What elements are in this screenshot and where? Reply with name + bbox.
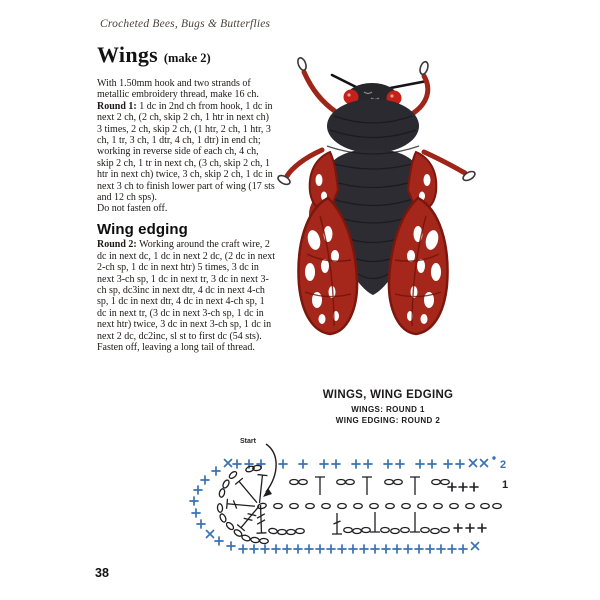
stitch-round2-dc-blue-plus [316,545,324,553]
stitch-round2-dc-blue-plus [382,545,390,553]
round1-number-label: 1 [502,479,509,491]
stitch-htr-upper [315,477,325,495]
stitch-tr-lower [332,513,342,534]
stitch-chain-oval [299,480,308,485]
stitch-round2-dc-blue-plus [393,545,401,553]
stitch-round2-dc-blue-plus [194,486,202,494]
stitch-round2-dc-blue-plus [360,545,368,553]
stitch-chain-oval [401,528,410,533]
round1-label: Round 1: [97,100,137,112]
stitch-round2-dc-blue-plus [352,460,360,468]
stitch-chain-oval [278,530,287,535]
stitch-round2-dc-blue-plus [332,460,340,468]
stitch-round2-dc-blue-plus [426,545,434,553]
stitch-chain-oval [219,513,227,523]
stitch-chain-oval [346,480,355,485]
stitch-fan-htr [235,478,261,506]
stitch-chain-oval [338,504,347,509]
wing-edging-heading: Wing edging [97,220,188,238]
diagram-caption-round2: WING EDGING: ROUND 2 [335,415,441,425]
stitch-round2-dc-blue-plus [428,460,436,468]
stitch-round2-increase-blue-cross [225,460,232,467]
stitch-chain-oval [391,529,400,534]
stitch-round2-dc-blue-plus [415,545,423,553]
stitch-round2-dc-blue-plus [279,460,287,468]
stitch-chain-oval [217,503,223,512]
stitch-chain-oval [370,504,379,509]
stitch-round2-dc-blue-plus [283,545,291,553]
stitch-chain-oval [241,534,251,542]
stitch-htr-upper [362,477,372,495]
round2-paragraph [97,239,275,342]
stitch-chain-oval [385,480,394,485]
stitch-chain-oval [481,504,490,509]
stitch-chain-oval [322,504,331,509]
diagram-caption-title: WINGS, WING EDGING [322,389,454,401]
wings-heading-suffix: (make 2) [163,51,211,65]
stitch-round2-dc-blue-plus [192,509,200,517]
stitch-chain-oval [450,504,459,509]
stitch-round1-dc-black-plus [478,524,486,532]
stitch-round1-dc-black-plus [466,524,474,532]
stitch-chain-oval [466,504,475,509]
stitch-round1-dc-black-plus [459,483,467,491]
round2-label: Round 2: [97,239,137,251]
stitch-chain-oval [337,480,346,485]
stitch-round2-dc-blue-plus [416,460,424,468]
stitch-round2-dc-blue-plus [459,545,467,553]
stitch-chain-oval [228,470,238,479]
stitch-round2-dc-blue-plus [272,545,280,553]
stitch-round2-dc-blue-plus [294,545,302,553]
stitch-round2-dc-blue-plus [212,467,220,475]
wire-loop [296,57,308,72]
stitch-chain-oval [225,521,235,531]
stitch-round2-dc-blue-plus [327,545,335,553]
stitch-chain-oval [353,529,362,534]
round1-paragraph [97,101,275,204]
stitch-chain-oval [290,480,299,485]
stitch-chain-oval [306,504,315,509]
stitch-chain-oval [344,528,353,533]
page-number: 38 [95,566,109,580]
wings-heading [97,42,211,68]
stitch-round2-dc-blue-plus [444,460,452,468]
stitch-round1-dc-black-plus [454,524,462,532]
stitch-htr-upper [410,477,420,495]
stitch-fan-htr [255,475,268,504]
stitch-round2-dc-blue-plus [233,460,241,468]
thorax [327,99,419,153]
stitch-round2-dc-blue-plus [364,460,372,468]
stitch-round2-dc-blue-plus [305,545,313,553]
stitch-round2-dc-blue-plus [371,545,379,553]
stitch-slip-stitch-dot [492,456,495,459]
stitch-round2-dc-blue-plus [320,460,328,468]
stitch-symbols [190,456,501,553]
stitch-chain-oval [250,537,259,543]
stitch-fan-tr [227,499,256,511]
stitch-round2-dc-blue-plus [404,545,412,553]
stitch-round2-dc-blue-plus [250,545,258,553]
stitch-chain-oval [402,504,411,509]
stitch-chain-oval [441,480,450,485]
stitch-round2-dc-blue-plus [349,545,357,553]
round2-number-label: 2 [500,459,507,471]
stitch-chain-oval [296,529,305,534]
stitch-round2-increase-blue-cross [207,531,214,538]
stitch-chain-oval [381,528,390,533]
stitch-round2-dc-blue-plus [384,460,392,468]
stitch-chain-oval [441,528,450,533]
pattern-text-column [97,78,275,353]
stitch-round2-increase-blue-cross [472,543,479,550]
round2-text: Working around the craft wire, 2 dc in next dc, 1 dc in next 2 dc, (2 dc in next 2-ch sp, 1 dc in next htr) 5 times, 3 dc in next 3-ch sp, 1 dc in next tr, 3 dc in next 3-ch sp, dc3inc in next dtr, 4 dc in next 4-ch sp, 1 dc in next dtr, 4 dc in next 4-ch sp, 1 dc in next tr, (3 dc in next 3-ch sp, 1 dc in next htr) twice, 3 dc in next 3-ch sp, 1 dc in next 2 dc, dc2inc, sl st to first dc (54 sts). [97,239,276,342]
stitch-chain-oval [268,528,277,534]
stitch-round2-dc-blue-plus [299,460,307,468]
stitch-round2-dc-blue-plus [201,476,209,484]
diagram-caption [270,389,506,426]
stitch-round1-dc-black-plus [470,483,478,491]
leg-front-left [304,72,336,112]
stitch-round2-dc-blue-plus [396,460,404,468]
stitch-round2-dc-blue-plus [239,545,247,553]
stitch-chain-oval [362,528,371,533]
stitch-htr-lower [370,512,380,532]
round1-note: Do not fasten off. [97,203,168,215]
stitch-chain-oval [354,504,363,509]
stitch-chain-oval [386,504,395,509]
stitch-chain-oval [260,538,269,544]
running-head: Crocheted Bees, Bugs & Butterflies [100,18,271,30]
stitch-round2-increase-blue-cross [470,460,477,467]
stitch-chain-oval [434,504,443,509]
round2-note: Fasten off, leaving a long tail of thread. [97,341,255,353]
stitch-round2-increase-blue-cross [481,460,488,467]
stitch-chain-oval [418,504,427,509]
stitch-chain-oval [222,479,231,489]
stitch-round2-dc-blue-plus [227,542,235,550]
eye-highlight [347,93,350,96]
stitch-round2-dc-blue-plus [215,537,223,545]
round1-text: 1 dc in 2nd ch from hook, 1 dc in next 2 ch, (2 ch, skip 2 ch, 1 htr in next ch) 3 times, 2 ch, skip 2 ch, (1 htr, 2 ch, 1 htr, 3 ch, 1 tr, 3 ch, 1 dtr, 4 ch, 1 dtr) in end ch; working in reverse side of each ch, 4 ch, skip 2 ch, 1 tr in next ch, (3 ch, skip 2 ch, 1 htr in next ch) twice, 3 ch, skip 2 ch, 1 dc in next 3 ch to finish lower part of wing (17 sts and 12 ch sps). [97,100,275,204]
stitch-chain-oval [218,488,225,498]
stitch-chain-oval [274,504,283,509]
stitch-chain-oval [287,530,296,535]
stitch-round2-dc-blue-plus [456,460,464,468]
stitch-round2-dc-blue-plus [197,520,205,528]
stitch-chain-oval [421,528,430,533]
stitch-chain-oval [431,529,440,534]
intro-paragraph: With 1.50mm hook and two strands of metallic embroidery thread, make 16 ch. [97,78,259,101]
stitch-round2-dc-blue-plus [437,545,445,553]
wing-crochet-chart [185,430,545,570]
start-label: Start [240,438,256,445]
cicada-photo [272,40,512,380]
wings-heading-text: Wings [97,42,159,67]
stitch-chain-oval [493,504,502,509]
stitch-round2-dc-blue-plus [190,497,198,505]
start-arrowhead [263,488,272,497]
stitch-round2-dc-blue-plus [261,545,269,553]
stitch-round2-dc-blue-plus [448,545,456,553]
stitch-chain-oval [394,480,403,485]
mesh-hole [424,174,431,186]
stitch-htr-lower [410,512,420,532]
mesh-hole [316,174,323,186]
stitch-round1-dc-black-plus [448,483,456,491]
diagram-caption-round1: WINGS: ROUND 1 [351,405,425,414]
wire-loop [419,61,430,76]
stitch-chain-oval [432,480,441,485]
stitch-round2-dc-blue-plus [338,545,346,553]
eye-highlight [390,94,393,97]
stitch-chain-oval [290,504,299,509]
start-arrow [266,444,276,492]
